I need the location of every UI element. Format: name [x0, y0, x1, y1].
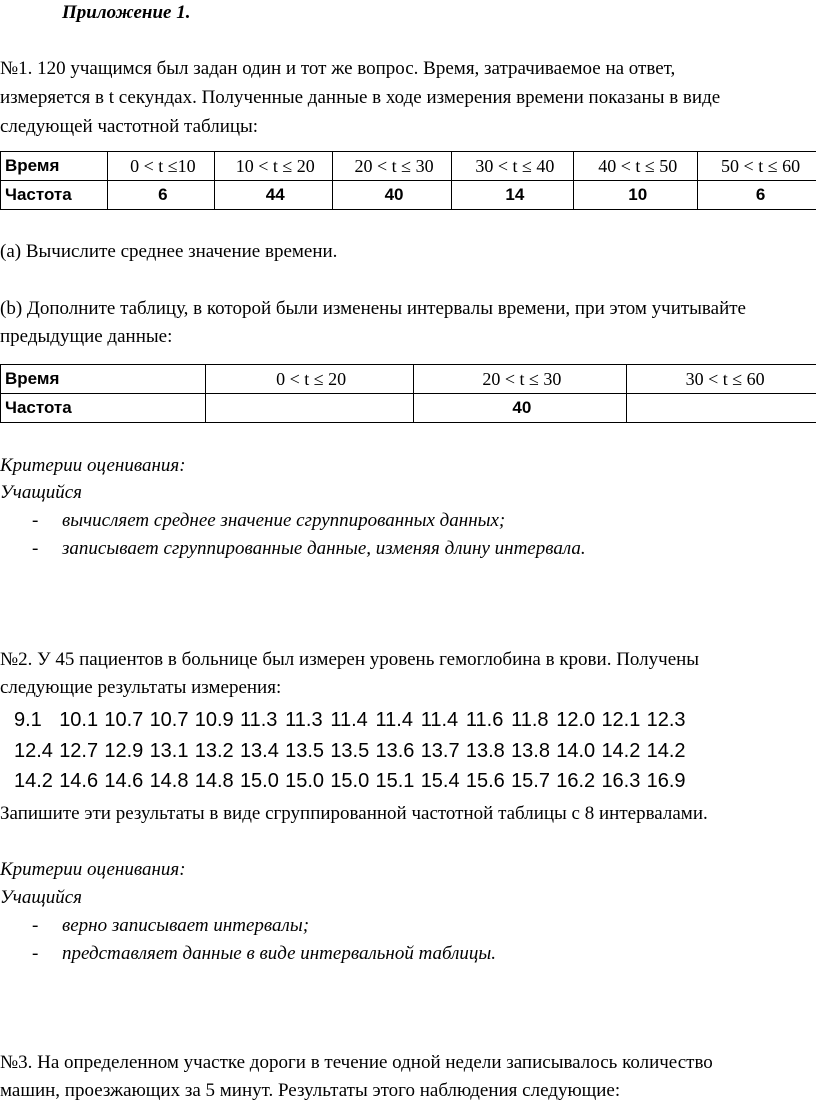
table1-interval: 0 < t ≤10 — [107, 152, 214, 181]
hemoglobin-value: 10.9 — [194, 709, 234, 731]
hemoglobin-value: 11.3 — [239, 709, 278, 731]
hemoglobin-value: 9.1 — [14, 709, 42, 731]
table2-frequency-blank — [205, 394, 413, 423]
table2-frequency-row — [1, 394, 816, 423]
hemoglobin-value: 13.2 — [194, 740, 234, 762]
hemoglobin-value: 12.0 — [556, 709, 596, 731]
task1-criterion-text: записывает сгруппированные данные, изменяя длину интервала. — [62, 538, 586, 559]
task2-line-2: следующие результаты измерения: — [0, 677, 282, 698]
hemoglobin-value: 13.5 — [330, 740, 370, 762]
hemoglobin-value: 14.6 — [104, 770, 144, 792]
task3-line-1: №3. На определенном участке дороги в течение одной недели записывалось количество — [0, 1052, 713, 1073]
task1-part-b-line-2: предыдущие данные: — [0, 326, 173, 347]
hemoglobin-value: 13.1 — [149, 740, 189, 762]
table1-interval: 50 < t ≤ 60 — [698, 152, 816, 181]
table1-frequency: 14 — [452, 181, 574, 210]
table2-frequency: 40 — [413, 394, 627, 423]
task2-line-1: №2. У 45 пациентов в больнице был измерен уровень гемоглобина в крови. Получены — [0, 649, 700, 670]
table2-frequency-blank — [627, 394, 816, 423]
frequency-table-1 — [0, 151, 816, 210]
table2-interval: 0 < t ≤ 20 — [205, 365, 413, 394]
table1-frequency: 10 — [574, 181, 698, 210]
task2-criterion-text: представляет данные в виде интервальной таблицы. — [62, 943, 497, 964]
table1-time-row — [1, 152, 816, 181]
table2-time-label: Время — [1, 365, 206, 394]
task2-instruction: Запишите эти результаты в виде сгруппированной частотной таблицы с 8 интервалами. — [0, 803, 708, 824]
task2-student: Учащийся — [0, 887, 82, 908]
hemoglobin-value: 16.9 — [646, 770, 686, 792]
table2-interval: 30 < t ≤ 60 — [627, 365, 816, 394]
hemoglobin-row-3 — [14, 770, 692, 793]
hemoglobin-value: 10.7 — [149, 709, 189, 731]
hemoglobin-value: 14.8 — [194, 770, 234, 792]
hemoglobin-value: 15.6 — [465, 770, 505, 792]
table1-interval: 30 < t ≤ 40 — [452, 152, 574, 181]
task2-criterion-2: - представляет данные в виде интервальной таблицы. — [32, 943, 497, 964]
hemoglobin-value: 11.3 — [285, 709, 323, 731]
task1-criterion-2: - записывает сгруппированные данные, изменяя длину интервала. — [32, 538, 586, 559]
task1-part-a: (a) Вычислите среднее значение времени. — [0, 241, 338, 262]
table1-frequency: 6 — [107, 181, 214, 210]
task1-criterion-text: вычисляет среднее значение сгруппированных данных; — [62, 510, 506, 531]
task2-criterion-1: - верно записывает интервалы; — [32, 915, 310, 936]
task1-line-3: следующей частотной таблицы: — [0, 116, 259, 137]
table2-time-row — [1, 365, 816, 394]
hemoglobin-value: 12.9 — [104, 740, 144, 762]
task1-criteria-title: Критерии оценивания: — [0, 455, 186, 476]
hemoglobin-value: 15.1 — [375, 770, 415, 792]
table1-frequency: 40 — [332, 181, 452, 210]
hemoglobin-value: 13.8 — [511, 740, 550, 762]
hemoglobin-value: 12.4 — [14, 740, 53, 762]
table1-frequency: 6 — [698, 181, 816, 210]
page-title: Приложение 1. — [62, 2, 191, 23]
hemoglobin-value: 13.6 — [375, 740, 415, 762]
hemoglobin-value: 12.1 — [601, 709, 641, 731]
table2-interval: 20 < t ≤ 30 — [413, 365, 627, 394]
hemoglobin-row-1 — [14, 709, 692, 732]
table1-frequency: 44 — [214, 181, 332, 210]
hemoglobin-value: 14.2 — [601, 740, 641, 762]
task1-part-b-line-1: (b) Дополните таблицу, в которой были изменены интервалы времени, при этом учитывайте — [0, 298, 746, 319]
hemoglobin-value: 11.4 — [330, 709, 368, 731]
hemoglobin-value: 12.7 — [59, 740, 99, 762]
table1-frequency-row — [1, 181, 816, 210]
hemoglobin-value: 10.7 — [104, 709, 144, 731]
task2-criteria-title: Критерии оценивания: — [0, 859, 186, 880]
hemoglobin-value: 15.0 — [285, 770, 325, 792]
hemoglobin-value: 14.8 — [149, 770, 189, 792]
hemoglobin-value: 15.0 — [330, 770, 370, 792]
hemoglobin-value: 14.2 — [14, 770, 53, 792]
hemoglobin-value: 11.8 — [511, 709, 549, 731]
hemoglobin-value: 14.6 — [59, 770, 99, 792]
task1-line-1: №1. 120 учащимся был задан один и тот же вопрос. Время, затрачиваемое на ответ, — [0, 58, 676, 79]
hemoglobin-value: 14.2 — [646, 740, 686, 762]
table1-interval: 20 < t ≤ 30 — [332, 152, 452, 181]
task1-line-2: измеряется в t секундах. Полученные данные в ходе измерения времени показаны в виде — [0, 87, 721, 108]
hemoglobin-value: 12.3 — [646, 709, 686, 731]
hemoglobin-value: 13.7 — [420, 740, 460, 762]
table1-interval: 40 < t ≤ 50 — [574, 152, 698, 181]
hemoglobin-value: 15.0 — [239, 770, 279, 792]
hemoglobin-value: 15.7 — [511, 770, 550, 792]
table1-time-label: Время — [1, 152, 108, 181]
task3-line-2: машин, проезжающих за 5 минут. Результаты этого наблюдения следующие: — [0, 1080, 621, 1101]
hemoglobin-value: 13.5 — [285, 740, 325, 762]
hemoglobin-value: 16.3 — [601, 770, 641, 792]
task1-criterion-1: - вычисляет среднее значение сгруппированных данных; — [32, 510, 506, 531]
hemoglobin-value: 14.0 — [556, 740, 596, 762]
hemoglobin-value: 13.4 — [239, 740, 279, 762]
table2-frequency-label: Частота — [1, 394, 206, 423]
hemoglobin-value: 16.2 — [556, 770, 596, 792]
hemoglobin-value: 15.4 — [420, 770, 460, 792]
frequency-table-2 — [0, 364, 816, 423]
hemoglobin-value: 11.4 — [375, 709, 413, 731]
hemoglobin-row-2 — [14, 740, 692, 763]
hemoglobin-value: 13.8 — [465, 740, 505, 762]
table1-frequency-label: Частота — [1, 181, 108, 210]
hemoglobin-value: 11.6 — [465, 709, 504, 731]
table1-interval: 10 < t ≤ 20 — [214, 152, 332, 181]
task2-criterion-text: верно записывает интервалы; — [62, 915, 310, 936]
hemoglobin-value: 10.1 — [59, 709, 99, 731]
hemoglobin-value: 11.4 — [420, 709, 459, 731]
task1-student: Учащийся — [0, 482, 82, 503]
